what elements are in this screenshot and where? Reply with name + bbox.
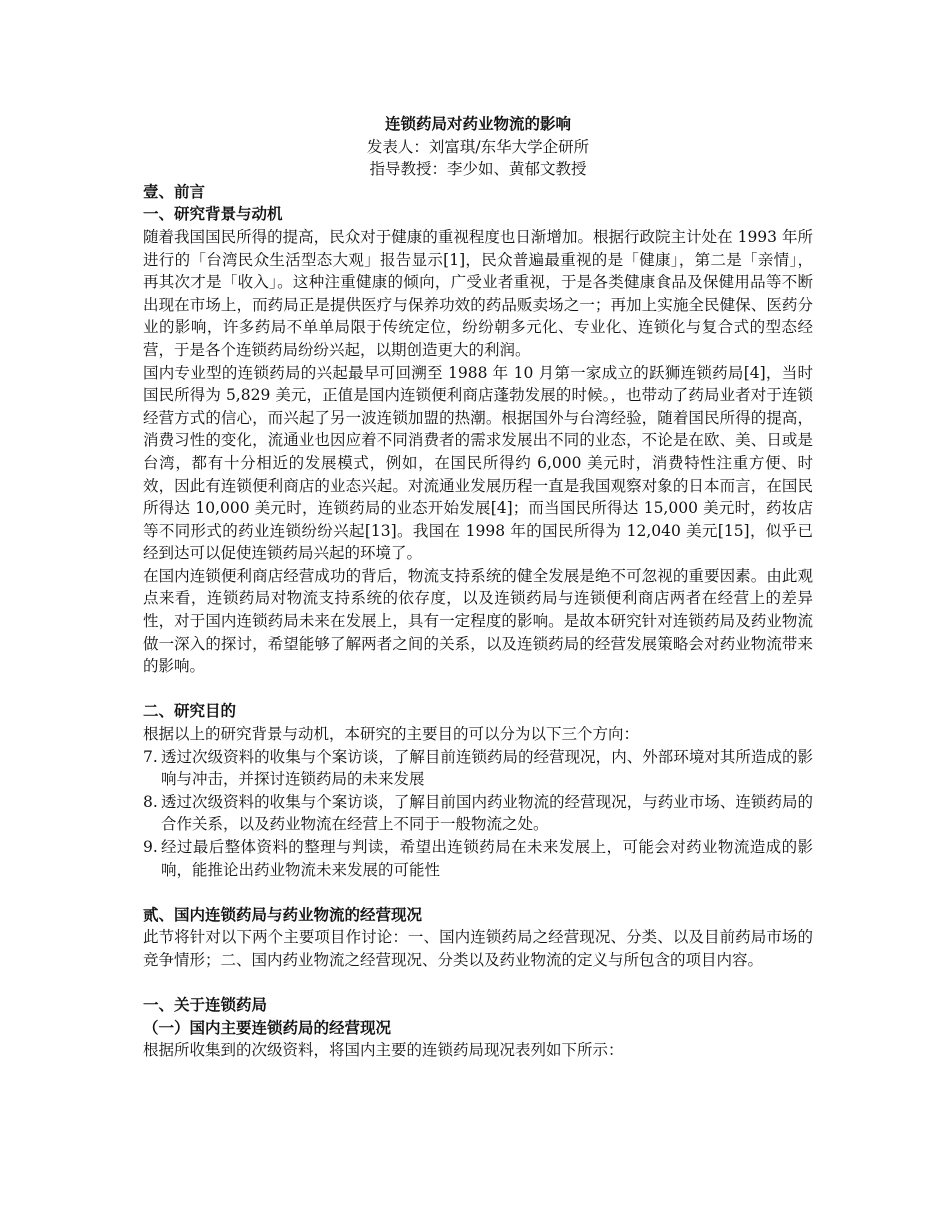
purpose-list <box>143 746 813 882</box>
subheading-purpose: 二、研究目的 <box>143 701 237 721</box>
spacer <box>143 678 813 701</box>
section-heading-status: 贰、国内连锁药局与药业物流的经营现况 <box>143 904 423 924</box>
subheading-background: 一、研究背景与动机 <box>143 204 283 224</box>
list-number: 7. <box>143 747 158 766</box>
advisor-line: 指导教授：李少如、黄郁文教授 <box>369 160 587 179</box>
list-item <box>143 836 813 881</box>
subheading-chain-status: （一）国内主要连锁药局的经营现况 <box>143 1017 392 1037</box>
paragraph: 在国内连锁便利商店经营成功的背后，物流支持系统的健全发展是绝不可忽视的重要因素。由此观点来看，连锁药局对物流支持系统的依存度，以及连锁药局与连锁便利商店两者在经营上的差异性，对于国内连锁药局未来在发展上，具有一定程度的影响。是故本研究针对连锁药局及药业物流做一深入的探讨，希望能够了解两者之间的关系，以及连锁药局的经营发展策略会对药业物流带来的影响。 <box>143 566 813 676</box>
document-title: 连锁药局对药业物流的影响 <box>384 114 571 133</box>
paragraph: 根据以上的研究背景与动机，本研究的主要目的可以分为以下三个方向： <box>143 725 640 744</box>
document-page <box>143 113 813 1062</box>
section-heading-preface: 壹、前言 <box>143 181 206 201</box>
list-text: 透过次级资料的收集与个案访谈，了解目前国内药业物流的经营现况，与药业市场、连锁药局的合作关系，以及药业物流在经营上不同于一般物流之处。 <box>161 792 813 834</box>
spacer <box>143 972 813 995</box>
paragraph: 根据所收集到的次级资料，将国内主要的连锁药局现况表列如下所示： <box>143 1041 624 1060</box>
subheading-chain-pharmacy: 一、关于连锁药局 <box>143 995 268 1015</box>
list-item <box>143 791 813 836</box>
presenter-line: 发表人：刘富琪/东华大学企研所 <box>366 137 590 156</box>
list-item <box>143 746 813 791</box>
paragraph: 随着我国国民所得的提高，民众对于健康的重视程度也日渐增加。根据行政院主计处在 1993 年所进行的「台湾民众生活型态大观」报告显示[1]，民众普遍最重视的是「健康」，第二是「亲情」，再其次才是「收入」。这种注重健康的倾向，广受业者重视，于是各类健康食品及保健用品等不断出现在市场上，而药局正是提供医疗与保养功效的药品贩卖场之一；再加上实施全民健保、医药分业的影响，许多药局不单单局限于传统定位，纷纷朝多元化、专业化、连锁化与复合式的型态经营，于是各个连锁药局纷纷兴起，以期创造更大的利润。 <box>143 227 813 359</box>
paragraph: 此节将针对以下两个主要项目作讨论：一、国内连锁药局之经营现况、分类、以及目前药局市场的竞争情形；二、国内药业物流之经营现况、分类以及药业物流的定义与所包含的项目内容。 <box>143 928 813 969</box>
list-number: 9. <box>143 838 158 856</box>
spacer <box>143 881 813 904</box>
paragraph: 国内专业型的连锁药局的兴起最早可回溯至 1988 年 10 月第一家成立的跃狮连锁药局[4]，当时国民所得为 5,829 美元，正值是国内连锁便利商店蓬勃发展的时候。，也带动了药局业者对于连锁经营方式的信心，而兴起了另一波连锁加盟的热潮。根据国外与台湾经验，随着国民所得的提高，消费习性的变化，流通业也因应着不同消费者的需求发展出不同的业态，不论是在欧、美、日或是台湾，都有十分相近的发展模式，例如，在国民所得约 6,000 美元时，消费特性注重方便、时效，因此有连锁便利商店的业态兴起。对流通业发展历程一直是我国观察对象的日本而言，在国民所得达 10,000 美元时，连锁药局的业态开始发展[4]；而当国民所得达 15,000 美元时，药妆店等不同形式的药业连锁纷纷兴起[13]。我国在 1998 年的国民所得为 12,040 美元[15]，似乎已经到达可以促使连锁药局兴起的环境了。 <box>143 363 813 563</box>
list-number: 8. <box>143 792 158 811</box>
list-text: 经过最后整体资料的整理与判读，希望出连锁药局在未来发展上，可能会对药业物流造成的影响，能推论出药业物流未来发展的可能性 <box>161 838 813 879</box>
list-text: 透过次级资料的收集与个案访谈，了解目前连锁药局的经营现况，内、外部环境对其所造成的影响与冲击，并探讨连锁药局的未来发展 <box>161 747 813 789</box>
